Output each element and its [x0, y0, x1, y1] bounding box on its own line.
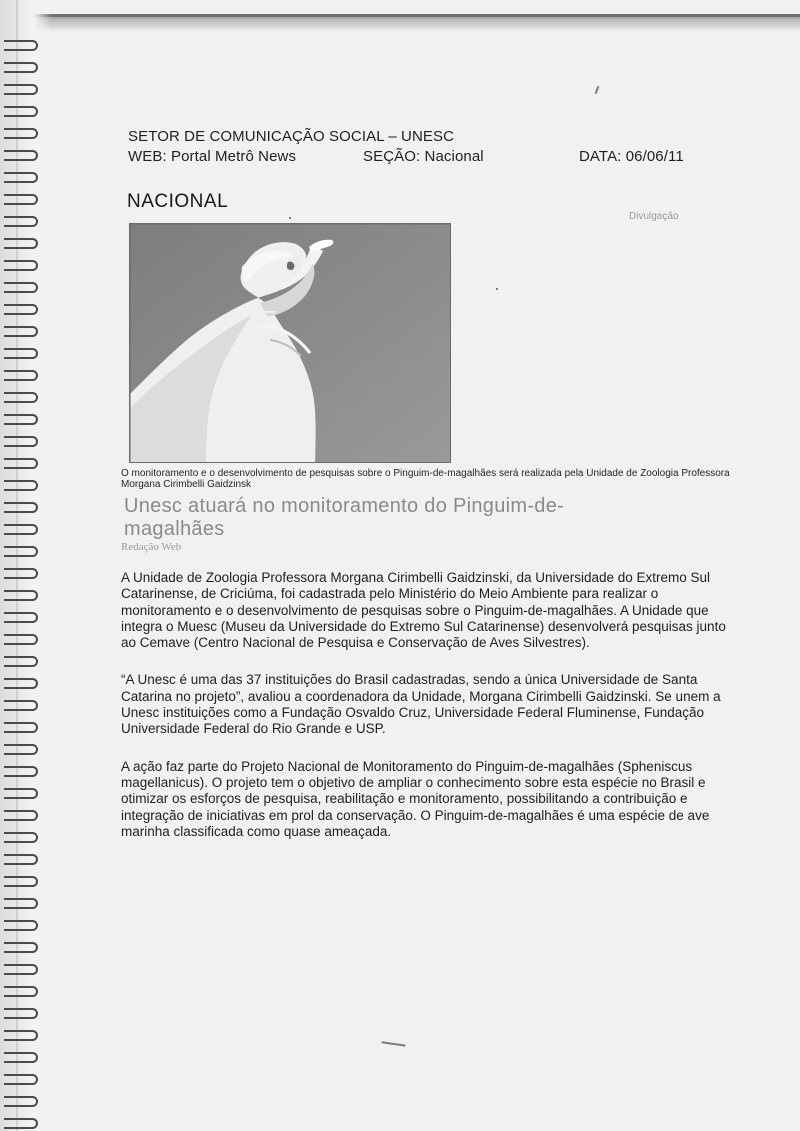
article-headline: Unesc atuará no monitoramento do Pinguim-de-magalhães	[124, 495, 565, 540]
penguin-photo	[129, 223, 451, 463]
spiral-binding-icon	[4, 1074, 38, 1085]
photo-credit: Divulgação	[629, 211, 679, 222]
header-date: DATA: 06/06/11	[579, 148, 684, 165]
spiral-binding-icon	[4, 84, 38, 95]
spiral-binding-icon	[4, 458, 38, 469]
spiral-binding-icon	[4, 766, 38, 777]
spiral-binding-icon	[4, 172, 38, 183]
scan-mark	[595, 86, 600, 94]
document-page	[52, 28, 800, 1131]
spiral-binding-icon	[4, 810, 38, 821]
header-organization: SETOR DE COMUNICAÇÃO SOCIAL – UNESC	[128, 128, 455, 145]
spiral-binding-icon	[4, 1118, 38, 1129]
spiral-binding-icon	[4, 1052, 38, 1063]
spiral-binding-icon	[4, 524, 38, 535]
spiral-binding-icon	[4, 150, 38, 161]
spiral-binding-icon	[4, 1030, 38, 1041]
spiral-binding-icon	[4, 744, 38, 755]
spiral-binding-icon	[4, 502, 38, 513]
spiral-binding-icon	[4, 634, 38, 645]
spiral-binding-icon	[4, 656, 38, 667]
spiral-binding-icon	[4, 546, 38, 557]
spiral-binding-icon	[4, 898, 38, 909]
spiral-binding-icon	[4, 216, 38, 227]
spiral-binding-icon	[4, 40, 38, 51]
photo-caption: O monitoramento e o desenvolvimento de pesquisas sobre o Pinguim-de-magalhães será realizada pela Unidade de Zoologia Professora Morgana Cirimbelli Gaidzinsk	[121, 468, 730, 490]
spiral-binding-icon	[4, 788, 38, 799]
scan-dot	[289, 217, 291, 219]
spiral-binding-icon	[4, 986, 38, 997]
article-byline: Redação Web	[121, 541, 182, 553]
spiral-binding-icon	[4, 370, 38, 381]
spiral-binding-icon	[4, 194, 38, 205]
spiral-binding-icon	[4, 700, 38, 711]
spiral-binding-icon	[4, 832, 38, 843]
spiral-binding-icon	[4, 942, 38, 953]
spiral-binding-icon	[4, 348, 38, 359]
spiral-binding-icon	[4, 414, 38, 425]
body-paragraph-3: A ação faz parte do Projeto Nacional de Monitoramento do Pinguim-de-magalhães (Spheniscus magellanicus). O projeto tem o objetivo de ampliar o conhecimento sobre esta espécie no Brasil e otimizar os esforços de pesquisa, reabilitação e monitoramento, possibilitando a contribuição e integração de iniciativas em prol da conservação. O Pinguim-de-magalhães é uma espécie de ave marinha classificada como quase ameaçada.	[121, 758, 710, 839]
body-paragraph-1: A Unidade de Zoologia Professora Morgana Cirimbelli Gaidzinski, da Universidade do Extremo Sul Catarinense, de Criciúma, foi cadastrada pelo Ministério do Meio Ambiente para realizar o monitoramento e o desenvolvimento de pesquisas sobre o Pinguim-de-magalhães. A Unidade que integra o Muesc (Museu da Universidade do Extremo Sul Catarinense) desenvolverá pesquisas junto ao Cemave (Centro Nacional de Pesquisa e Conservação de Aves Silvestres).	[121, 570, 726, 651]
spiral-binding-icon	[4, 62, 38, 73]
body-paragraph-2: “A Unesc é uma das 37 instituições do Brasil cadastradas, sendo a única Universidade de Santa Catarina no projeto”, avaliou a coordenadora da Unidade, Morgana Cirimbelli Gaidzinski. Se unem a Unesc instituições como a Fundação Osvaldo Cruz, Universidade Federal Fluminense, Fundação Universidade Federal do Rio Grande e USP.	[121, 672, 721, 737]
spiral-binding-icon	[4, 590, 38, 601]
spiral-binding-icon	[4, 920, 38, 931]
scan-scribble	[381, 1034, 406, 1046]
spiral-binding-icon	[4, 326, 38, 337]
scan-dot	[496, 288, 498, 290]
penguin-photo-icon	[130, 224, 451, 463]
spiral-binding-icon	[4, 854, 38, 865]
spiral-binding-icon	[4, 238, 38, 249]
spiral-binding-icon	[4, 392, 38, 403]
header-section: SEÇÃO: Nacional	[363, 148, 484, 165]
header-web-source: WEB: Portal Metrô News	[128, 148, 297, 165]
spiral-binding-icon	[4, 1008, 38, 1019]
spiral-binding-icon	[4, 436, 38, 447]
spiral-binding-icon	[4, 964, 38, 975]
spiral-binding-icon	[4, 568, 38, 579]
spiral-binding-icon	[4, 282, 38, 293]
spiral-binding-icon	[4, 128, 38, 139]
spiral-binding-icon	[4, 876, 38, 887]
spiral-binding-icon	[4, 678, 38, 689]
spiral-binding-icon	[4, 480, 38, 491]
spiral-binding-icon	[4, 106, 38, 117]
spiral-binding-icon	[4, 1096, 38, 1107]
spiral-binding-icon	[4, 304, 38, 315]
section-title: NACIONAL	[127, 191, 229, 212]
article-body	[121, 570, 733, 861]
spiral-binding-icon	[4, 612, 38, 623]
spiral-binding-icon	[4, 722, 38, 733]
spiral-binding-icon	[0, 0, 52, 1131]
spiral-binding-icon	[4, 260, 38, 271]
